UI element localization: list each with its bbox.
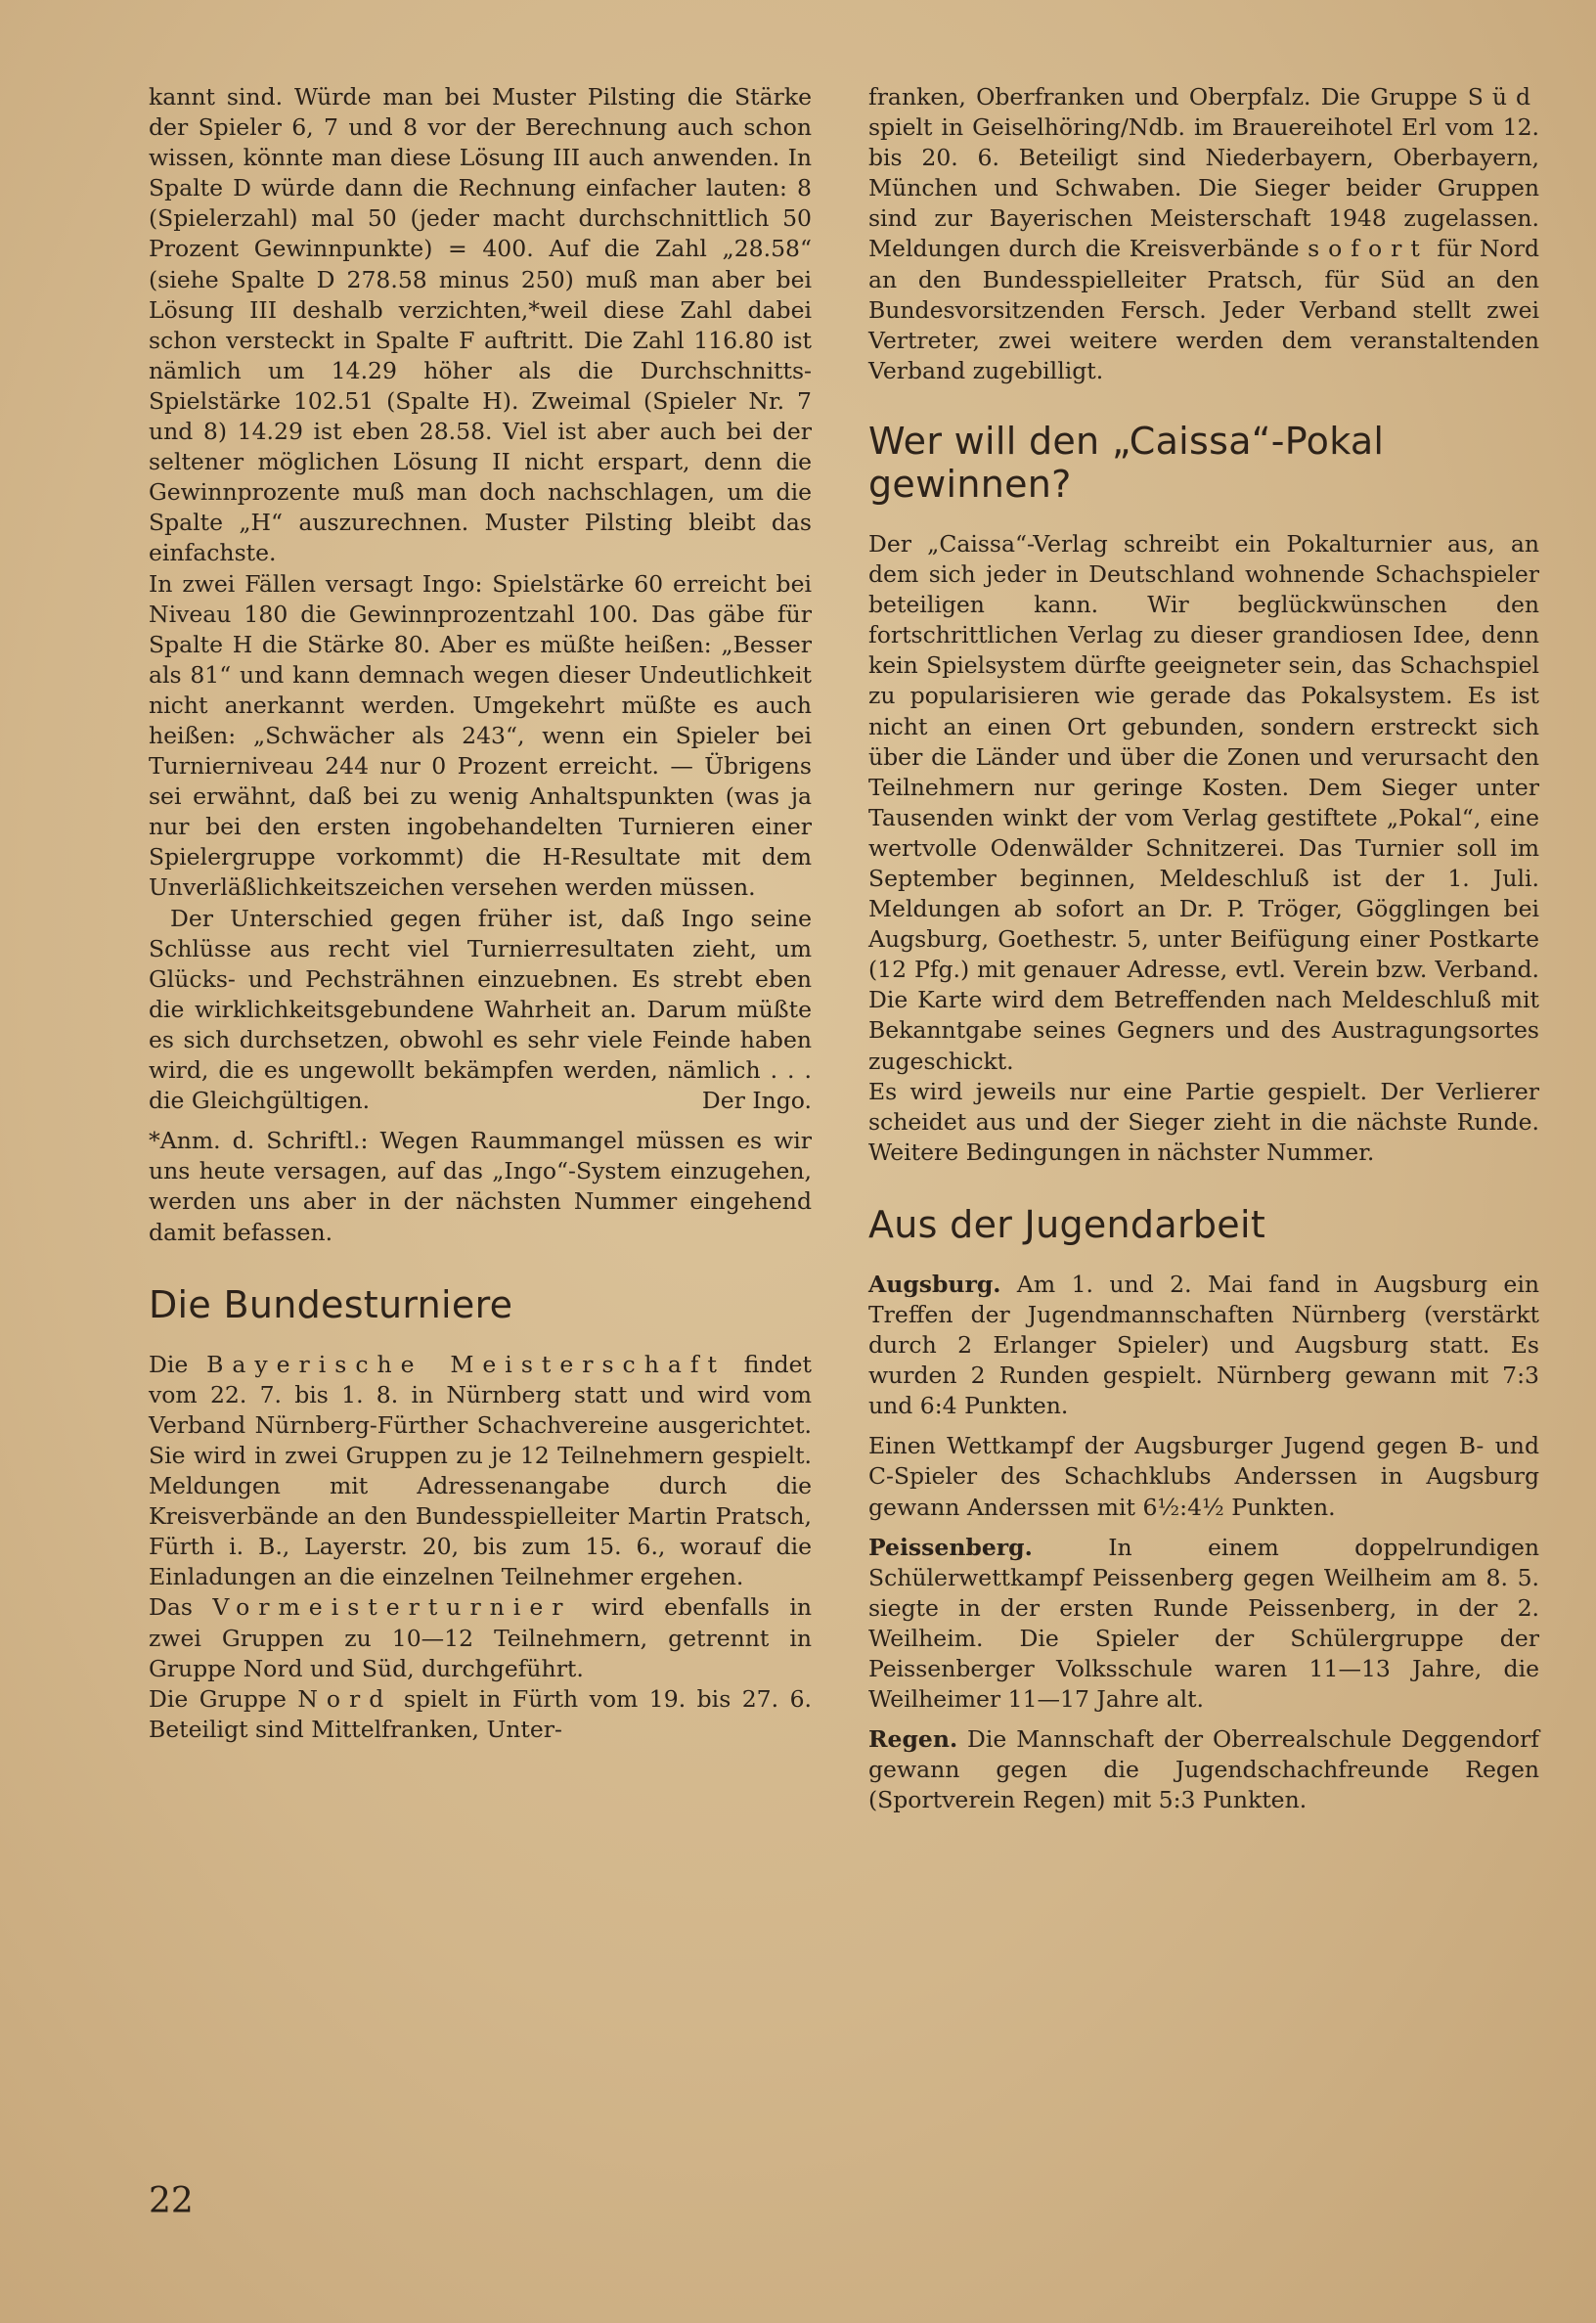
spaced-term: Vormeisterturnier (212, 1593, 572, 1622)
place-label: Peissenberg. (868, 1533, 1033, 1561)
text-fragment: Die Gruppe (149, 1684, 298, 1713)
text-fragment: wird ebenfalls in zwei Gruppen zu 10—12 Teilnehmern, getrennt in Gruppe Nord und Süd, durchgeführt. (149, 1593, 812, 1682)
spaced-term: Bayerische Meisterschaft (206, 1350, 726, 1378)
place-label: Regen. (868, 1725, 958, 1754)
report-text: Am 1. und 2. Mai fand in Augsburg ein Treffen der Jugendmannschaften Nürnberg (verstärkt durch 2 Erlanger Spieler) und Augsburg statt. Es wurden 2 Runden gespielt. Nürnberg gewann mit 7:3 und 6:4 Punkten. (868, 1270, 1539, 1420)
augsburg-report-2: Einen Wettkampf der Augsburger Jugend gegen B- und C-Spieler des Schachklubs Anderssen in Augsburg gewann Anderssen mit 6½:4½ Punkten. (868, 1432, 1539, 1521)
text-fragment: findet vom 22. 7. bis 1. 8. in Nürnberg statt und wird vom Verband Nürnberg-Fürther Schachvereine ausgerichtet. Sie wird in zwei Gruppen zu je 12 Teilnehmern gespielt. Meldungen mit Adressenangabe durch die Kreisverbände an den Bundesspielleiter Martin Pratsch, Fürth i. B., Layerstr. 20, bis zum 15. 6., worauf die Einladungen an die einzelnen Teilnehmer ergehen. (149, 1350, 812, 1591)
place-label: Augsburg. (868, 1270, 1001, 1298)
heading-caissa-pokal: Wer will den „Caissa“-Pokal gewinnen? (868, 419, 1385, 506)
spaced-term: sofort (1308, 235, 1429, 263)
text-fragment: spielt in Fürth vom 19. bis 27. 6. Beteiligt sind Mittelfranken, Unter- (149, 1684, 812, 1743)
editor-note: *Anm. d. Schriftl.: Wegen Raummangel müssen es wir uns heute versagen, auf das „Ingo“-System einzugehen, werden uns aber in der nächsten Nummer eingehend damit befassen. (149, 1127, 812, 1246)
spaced-term: Süd (1467, 83, 1539, 111)
heading-jugendarbeit: Aus der Jugendarbeit (868, 1202, 1266, 1246)
right-column (868, 82, 1539, 1816)
caissa-paragraph-2: Es wird jeweils nur eine Partie gespielt. Der Verlierer scheidet aus und der Sieger zieht in die nächste Runde. Weitere Bedingungen in nächster Nummer. (868, 1077, 1539, 1166)
report-text: In einem doppelrundigen Schülerwettkampf Peissenberg gegen Weilheim am 8. 5. siegte in der ersten Runde Peissenberg, in der 2. Weilheim. Die Spieler der Schülergruppe der Peissenberger Volksschule waren 11—13 Jahre, die Weilheimer 11—17 Jahre alt. (868, 1533, 1539, 1714)
text-fragment: franken, Oberfranken und Oberpfalz. Die Gruppe (868, 83, 1468, 111)
spaced-term: Nord (297, 1684, 393, 1713)
heading-bundesturniere: Die Bundesturniere (149, 1282, 513, 1326)
caissa-paragraph-1: Der „Caissa“-Verlag schreibt ein Pokalturnier aus, an dem sich jeder in Deutschland wohnende Schachspieler beteiligen kann. Wir beglückwünschen den fortschrittlichen Verlag zu dieser grandiosen Idee, denn kein Spielsystem dürfte geeigneter sein, das Schachspiel zu popularisieren wie gerade das Pokalsystem. Es ist nicht an einen Ort gebunden, sondern erstreckt sich über die Länder und über die Zonen und verursacht den Teilnehmern nur geringe Kosten. Dem Sieger unter Tausenden winkt der vom Verlag gestiftete „Pokal“, eine wertvolle Odenwälder Schnitzerei. Das Turnier soll im September beginnen, Meldeschluß ist der 1. Juli. Meldungen ab sofort an Dr. P. Tröger, Gögglingen bei Augsburg, Goethestr. 5, unter Beifügung einer Postkarte (12 Pfg.) mit genauer Adresse, evtl. Verein bzw. Verband. Die Karte wird dem Betreffenden nach Meldeschluß mit Bekanntgabe seines Gegners und des Austragungsortes zugeschickt. (868, 529, 1539, 1075)
bundes-continuation (868, 82, 1539, 386)
article-signature: Der Ingo. (701, 1087, 812, 1115)
augsburg-report (868, 1270, 1539, 1421)
page-number: 22 (149, 2181, 194, 2221)
closing-paragraph (149, 904, 812, 1117)
text-fragment: für Nord an den Bundesspielleiter Pratsch, für Süd an den Bundesvorsitzenden Fersch. Jeder Verband stellt zwei Vertreter, zwei weitere werden dem veranstaltenden Verband zugebilligt. (868, 235, 1539, 384)
article-paragraph: In zwei Fällen versagt Ingo: Spielstärke 60 erreicht bei Niveau 180 die Gewinnprozentzahl 100. Das gäbe für Spalte H die Stärke 80. Aber es müßte heißen: „Besser als 81“ und kann demnach wegen dieser Undeutlichkeit nicht anerkannt werden. Umgekehrt müßte es auch heißen: „Schwächer als 243“, wenn ein Spieler bei Turnierniveau 244 nur 0 Prozent erreicht. — Übrigens sei erwähnt, daß bei zu wenig Anhaltspunkten (was ja nur bei den ersten ingobehandelten Turnieren einer Spielergruppe vorkommt) die H-Resultate mit dem Unverläßlichkeitszeichen versehen werden müssen. (149, 569, 812, 902)
peissenberg-report (868, 1533, 1539, 1716)
closing-text: Der Unterschied gegen früher ist, daß Ingo seine Schlüsse aus recht viel Turnierresultaten zieht, um Glücks- und Pechsträhnen einzuebnen. Es strebt eben die wirklichkeitsgebundene Wahrheit an. Darum müßte es sich durchsetzen, obwohl es sehr viele Feinde haben wird, die es ungewollt bekämpfen werden, nämlich . . . die Gleichgültigen. (149, 904, 812, 1115)
bundes-paragraph-2 (149, 1592, 812, 1683)
text-fragment: spielt in Geiselhöring/Ndb. im Brauereihotel Erl vom 12. bis 20. 6. Beteiligt sind Niederbayern, Oberbayern, München und Schwaben. Die Sieger beider Gruppen sind zur Bayerischen Meisterschaft 1948 zugelassen. Meldungen durch die Kreisverbände (868, 113, 1539, 263)
text-fragment: Das (149, 1593, 213, 1622)
report-text: Die Mannschaft der Oberrealschule Deggendorf gewann gegen die Jugendschachfreunde Regen (Sportverein Regen) mit 5:3 Punkten. (868, 1725, 1539, 1814)
bundes-paragraph-1 (149, 1350, 812, 1593)
regen-report (868, 1724, 1539, 1815)
bundes-paragraph-3 (149, 1684, 812, 1745)
left-column (149, 82, 812, 1745)
text-fragment: Die (149, 1350, 207, 1378)
article-paragraph: kannt sind. Würde man bei Muster Pilsting die Stärke der Spieler 6, 7 und 8 vor der Berechnung auch schon wissen, könnte man diese Lösung III auch anwenden. In Spalte D würde dann die Rechnung einfacher lauten: 8 (Spielerzahl) mal 50 (jeder macht durchschnittlich 50 Prozent Gewinnpunkte) = 400. Auf die Zahl „28.58“ (siehe Spalte D 278.58 minus 250) muß man aber bei Lösung III deshalb verzichten,*weil diese Zahl dabei schon versteckt in Spalte F auftritt. Die Zahl 116.80 ist nämlich um 14.29 höher als die Durchschnitts-Spielstärke 102.51 (Spalte H). Zweimal (Spieler Nr. 7 und 8) 14.29 ist eben 28.58. Viel ist aber auch bei der seltener möglichen Lösung II nicht erspart, denn die Gewinnprozente muß man doch nachschlagen, um die Spalte „H“ auszurechnen. Muster Pilsting bleibt das einfachste. (149, 83, 812, 567)
